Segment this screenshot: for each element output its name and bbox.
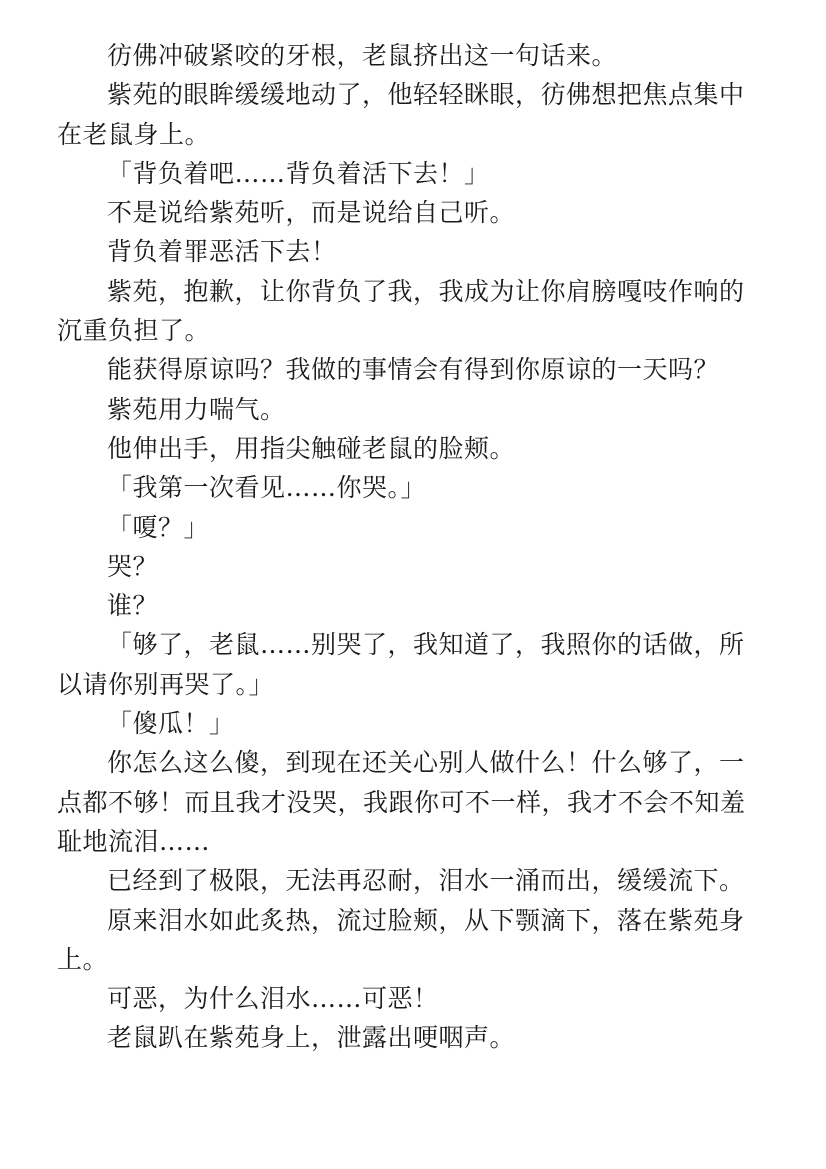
paragraph: 背负着罪恶活下去！ bbox=[107, 237, 337, 267]
paragraph: 可恶，为什么泪水……可恶！ bbox=[107, 984, 439, 1014]
paragraph: 老鼠趴在紫苑身上，泄露出哽咽声。 bbox=[107, 1023, 516, 1053]
paragraph: 他伸出手，用指尖触碰老鼠的脸颊。 bbox=[107, 433, 516, 463]
paragraph: 「我第一次看见……你哭。」 bbox=[107, 473, 427, 503]
paragraph: 「傻瓜！」 bbox=[107, 709, 235, 739]
paragraph: 「嗄？」 bbox=[107, 512, 210, 542]
paragraph: 哭？ bbox=[107, 551, 159, 581]
paragraph: 不是说给紫苑听，而是说给自己听。 bbox=[107, 198, 516, 228]
paragraph: 紫苑，抱歉，让你背负了我，我成为让你肩膀嘎吱作响的沉重负担了。 bbox=[57, 276, 745, 346]
paragraph: 紫苑用力喘气。 bbox=[107, 394, 286, 424]
paragraph: 能获得原谅吗？我做的事情会有得到你原谅的一天吗？ bbox=[107, 355, 720, 385]
paragraph: 「背负着吧……背负着活下去！」 bbox=[107, 158, 490, 188]
paragraph: 谁？ bbox=[107, 591, 159, 621]
paragraph: 你怎么这么傻，到现在还关心别人做什么！什么够了，一点都不够！而且我才没哭，我跟你可不一样，我才不会不知羞耻地流泪…… bbox=[57, 748, 746, 856]
paragraph: 彷佛冲破紧咬的牙根，老鼠挤出这一句话来。 bbox=[107, 41, 618, 70]
paragraph: 原来泪水如此炙热，流过脸颊，从下颚滴下，落在紫苑身上。 bbox=[57, 905, 745, 974]
paragraph: 「够了，老鼠……别哭了，我知道了，我照你的话做，所以请你别再哭了。」 bbox=[57, 630, 745, 699]
paragraph: 紫苑的眼眸缓缓地动了，他轻轻眯眼，彷佛想把焦点集中在老鼠身上。 bbox=[57, 80, 745, 149]
page-body bbox=[57, 36, 757, 1058]
paragraph: 已经到了极限，无法再忍耐，泪水一涌而出，缓缓流下。 bbox=[107, 866, 745, 896]
